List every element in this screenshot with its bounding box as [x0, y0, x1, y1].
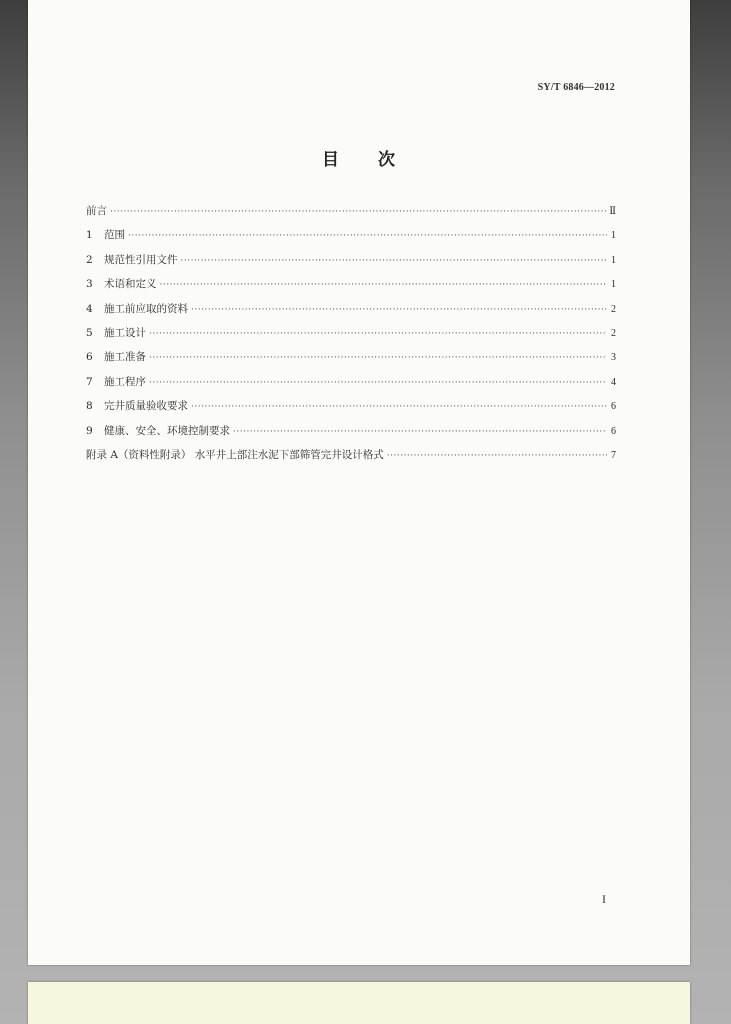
toc-number: 6 [86, 351, 93, 364]
toc-entry-8[interactable] [86, 398, 616, 422]
toc-page-number: Ⅱ [609, 206, 616, 217]
toc-entry-appendix-a[interactable] [86, 447, 616, 471]
toc-label: 附录 A（资料性附录） 水平井上部注水泥下部筛管完井设计格式 [86, 448, 384, 461]
toc-label: 施工前应取的资料 [104, 302, 188, 315]
toc-leader-dots [149, 353, 607, 363]
toc-entry-5[interactable] [86, 325, 616, 349]
toc-entry-1[interactable] [86, 227, 616, 251]
toc-leader-dots [128, 231, 607, 241]
toc-entry-2[interactable] [86, 252, 616, 276]
document-page [28, 0, 690, 965]
toc-page-number: 6 [611, 425, 616, 437]
toc-page-number: 1 [611, 279, 616, 291]
toc-page-number: 1 [611, 230, 616, 242]
page-title [28, 145, 690, 170]
toc-number: 5 [86, 326, 93, 339]
toc-leader-dots [387, 451, 607, 461]
toc-label: 前言 [86, 205, 107, 217]
toc-label: 健康、安全、环境控制要求 [104, 424, 230, 437]
toc-label: 完井质量验收要求 [104, 400, 188, 413]
toc-leader-dots [233, 427, 607, 437]
toc-page-number: 7 [611, 449, 616, 461]
toc-page-number: 3 [611, 352, 616, 364]
toc-leader-dots [191, 305, 607, 315]
toc-number: 4 [86, 302, 93, 315]
toc-page-number: 4 [611, 376, 616, 388]
toc-label: 施工准备 [104, 351, 146, 364]
toc-number: 7 [86, 375, 93, 388]
toc-entry-6[interactable] [86, 349, 616, 373]
title-char-1: 目 [322, 150, 340, 170]
toc-page-number: 1 [611, 254, 616, 266]
toc-leader-dots [149, 378, 607, 388]
toc-number: 3 [86, 278, 93, 291]
toc-label: 术语和定义 [104, 278, 157, 291]
toc-entry-3[interactable] [86, 276, 616, 300]
toc-page-number: 6 [611, 401, 616, 413]
toc-leader-dots [181, 256, 608, 266]
toc-label: 施工设计 [104, 326, 146, 339]
standard-code: SY/T 6846—2012 [537, 82, 615, 93]
table-of-contents [86, 203, 616, 471]
toc-page-number: 2 [611, 327, 616, 339]
toc-leader-dots [149, 329, 607, 339]
toc-number: 1 [86, 229, 93, 242]
toc-label: 施工程序 [104, 375, 146, 388]
toc-entry-9[interactable] [86, 423, 616, 447]
toc-leader-dots [191, 402, 607, 412]
toc-label: 规范性引用文件 [104, 253, 178, 266]
page-number: I [602, 892, 606, 906]
toc-page-number: 2 [611, 303, 616, 315]
toc-number: 8 [86, 400, 93, 413]
next-page-edge [28, 982, 690, 1024]
toc-leader-dots [110, 207, 606, 217]
toc-number: 2 [86, 253, 93, 266]
title-char-2: 次 [378, 150, 396, 170]
toc-entry-7[interactable] [86, 374, 616, 398]
toc-entry-foreword[interactable] [86, 203, 616, 227]
toc-leader-dots [160, 280, 608, 290]
toc-label: 范围 [104, 229, 125, 242]
toc-number: 9 [86, 424, 93, 437]
toc-entry-4[interactable] [86, 301, 616, 325]
